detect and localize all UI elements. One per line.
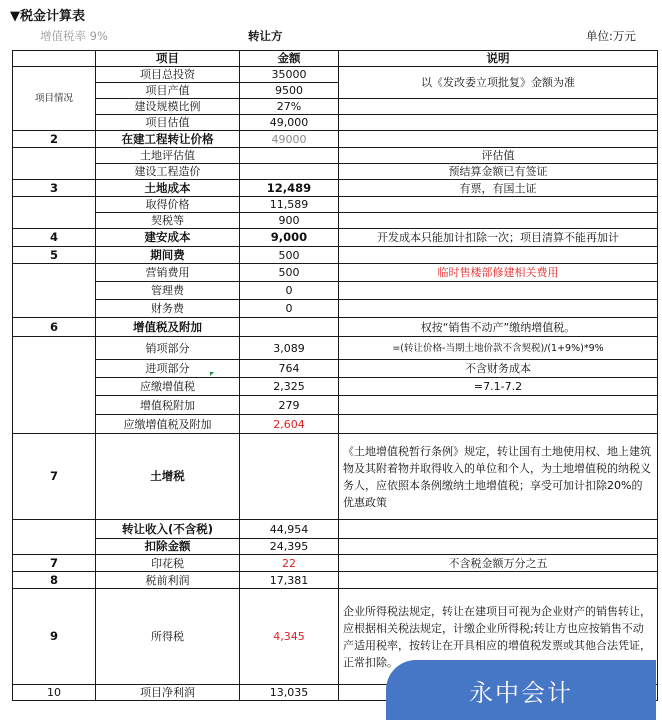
- watermark-badge: [386, 660, 656, 720]
- row-amount: 44,954: [240, 520, 339, 539]
- row-no: 2: [13, 131, 96, 148]
- row-amount: 49000: [240, 131, 339, 148]
- row-item: 增值税及附加: [96, 318, 240, 337]
- row-amount: [240, 434, 339, 520]
- row-amount: 764: [240, 360, 339, 378]
- row-amount: 11,589: [240, 197, 339, 213]
- row-desc: [339, 520, 658, 539]
- row-no: 8: [13, 572, 96, 589]
- row-item: 销项部分: [96, 337, 240, 360]
- row-desc: 有票，有国土证: [339, 180, 658, 197]
- watermark-label: 永中会计: [469, 678, 573, 707]
- unit-label: 单位:万元: [586, 29, 636, 43]
- row-item: 项目估值: [96, 115, 240, 131]
- row-desc: 预结算金额已有签证: [339, 164, 658, 180]
- row-amount: 0: [240, 300, 339, 318]
- table-row: [13, 539, 658, 555]
- row-amount: 12,489: [240, 180, 339, 197]
- row-desc: 不含财务成本: [339, 360, 658, 378]
- row-desc: [339, 99, 658, 115]
- row-item: 在建工程转让价格: [96, 131, 240, 148]
- row-item: 财务费: [96, 300, 240, 318]
- row-desc: 开发成本只能加计扣除一次；项目清算不能再加计: [339, 229, 658, 247]
- row-desc: 评估值: [339, 148, 658, 164]
- row-no: 10: [13, 685, 96, 701]
- table-row: [13, 213, 658, 229]
- row-no: 项目情况: [13, 67, 96, 131]
- row-amount: 35000: [240, 67, 339, 83]
- row-no: 4: [13, 229, 96, 247]
- table-row: [13, 318, 658, 337]
- row-desc: =(转让价格-当期土地价款不含契税)/(1+9%)*9%: [339, 337, 658, 360]
- row-item: 扣除金额: [96, 539, 240, 555]
- row-no: 7: [13, 434, 96, 520]
- row-desc: 权按“销售不动产”缴纳增值税。: [339, 318, 658, 337]
- row-item: 建设工程造价: [96, 164, 240, 180]
- table-row: [13, 282, 658, 300]
- row-no: 9: [13, 589, 96, 685]
- row-no: 7: [13, 555, 96, 572]
- row-amount: 22: [240, 555, 339, 572]
- row-amount: 900: [240, 213, 339, 229]
- table-row: [13, 115, 658, 131]
- row-amount: 9,000: [240, 229, 339, 247]
- row-desc: [339, 197, 658, 213]
- row-item: 印花税: [96, 555, 240, 572]
- row-amount: 500: [240, 247, 339, 264]
- party-label: 转让方: [248, 29, 283, 43]
- table-row: [13, 337, 658, 360]
- row-desc: [339, 213, 658, 229]
- row-item: 土地评估值: [96, 148, 240, 164]
- table-row: [13, 197, 658, 213]
- row-item: 取得价格: [96, 197, 240, 213]
- row-item: 契税等: [96, 213, 240, 229]
- row-amount: 2,325: [240, 378, 339, 396]
- row-no-empty: [13, 197, 96, 229]
- table-row: [13, 264, 658, 282]
- row-desc: =7.1-7.2: [339, 378, 658, 396]
- row-no-empty: [13, 520, 96, 555]
- table-row: [13, 180, 658, 197]
- row-no: 6: [13, 318, 96, 337]
- header-cell-no: [13, 51, 96, 67]
- row-desc: [339, 247, 658, 264]
- header-cell-item: 项目: [96, 51, 240, 67]
- row-amount: 2,604: [240, 415, 339, 434]
- row-desc: [339, 539, 658, 555]
- row-no: 5: [13, 247, 96, 264]
- row-amount: [240, 318, 339, 337]
- table-row: [13, 131, 658, 148]
- row-amount: 3,089: [240, 337, 339, 360]
- table-row: [13, 378, 658, 396]
- row-desc: 临时售楼部修建相关费用: [339, 264, 658, 282]
- row-desc: [339, 282, 658, 300]
- row-amount: [240, 164, 339, 180]
- row-desc: 不含税金额万分之五: [339, 555, 658, 572]
- row-amount: 13,035: [240, 685, 339, 701]
- row-item: 增值税附加: [96, 396, 240, 415]
- row-item: 项目产值: [96, 83, 240, 99]
- row-desc: [339, 396, 658, 415]
- row-item: 税前利润: [96, 572, 240, 589]
- row-no-empty: [13, 337, 96, 434]
- table-row: [13, 520, 658, 539]
- row-amount: 9500: [240, 83, 339, 99]
- row-item: 期间费: [96, 247, 240, 264]
- row-item: 所得税: [96, 589, 240, 685]
- table-row: [13, 555, 658, 572]
- row-no: 3: [13, 180, 96, 197]
- row-item: 转让收入(不含税): [96, 520, 240, 539]
- row-item: 项目总投资: [96, 67, 240, 83]
- tax-calculation-table: [12, 50, 658, 701]
- row-item: 应缴增值税及附加: [96, 415, 240, 434]
- row-desc: 以《发改委立项批复》金额为准: [339, 67, 658, 99]
- row-amount: 24,395: [240, 539, 339, 555]
- table-row: [13, 99, 658, 115]
- row-desc: [339, 415, 658, 434]
- row-item: 项目净利润: [96, 685, 240, 701]
- row-amount: [240, 148, 339, 164]
- row-desc: [339, 572, 658, 589]
- row-no-empty: [13, 264, 96, 318]
- table-row: [13, 67, 658, 83]
- row-amount: 17,381: [240, 572, 339, 589]
- row-item: 建设规模比例: [96, 99, 240, 115]
- vat-rate-label: 增值税率 9%: [40, 29, 108, 43]
- table-header-row: [13, 51, 658, 67]
- header-cell-desc: 说明: [339, 51, 658, 67]
- table-row: [13, 247, 658, 264]
- row-amount: 279: [240, 396, 339, 415]
- row-item: 土增税: [96, 434, 240, 520]
- row-item: 营销费用: [96, 264, 240, 282]
- row-amount: 49,000: [240, 115, 339, 131]
- row-item: 建安成本: [96, 229, 240, 247]
- row-amount: 500: [240, 264, 339, 282]
- row-amount: 27%: [240, 99, 339, 115]
- header-cell-amount: 金额: [240, 51, 339, 67]
- row-desc: [339, 300, 658, 318]
- row-item: 土地成本: [96, 180, 240, 197]
- row-desc: [339, 131, 658, 148]
- table-row: [13, 396, 658, 415]
- table-row: [13, 360, 658, 378]
- cell-comment-marker: [210, 372, 214, 376]
- row-item: 应缴增值税: [96, 378, 240, 396]
- row-no-empty: [13, 148, 96, 180]
- sheet-title: ▼税金计算表: [10, 9, 85, 24]
- row-amount: 0: [240, 282, 339, 300]
- row-amount: 4,345: [240, 589, 339, 685]
- table-row: [13, 164, 658, 180]
- table-row: [13, 572, 658, 589]
- row-desc: 企业所得税法规定，转让在建项目可视为企业财产的销售转让，应根据相关税法规定，计缴企业所得税;转让方也应按销售不动产适用税率，按转让在开具相应的增值税发票或其他合法凭证，正常扣除。: [339, 589, 658, 685]
- row-item: 管理费: [96, 282, 240, 300]
- table-row: [13, 229, 658, 247]
- table-row: [13, 300, 658, 318]
- row-desc: 《土地增值税暂行条例》规定，转让国有土地使用权、地上建筑物及其附着物并取得收入的单位和个人，为土地增值税的纳税义务人，应依照本条例缴纳土地增值税；享受可加计扣除20%的优惠政策: [339, 434, 658, 520]
- row-item: 进项部分: [96, 360, 240, 378]
- row-desc: [339, 115, 658, 131]
- table-row: [13, 148, 658, 164]
- table-row: [13, 415, 658, 434]
- table-row: [13, 434, 658, 520]
